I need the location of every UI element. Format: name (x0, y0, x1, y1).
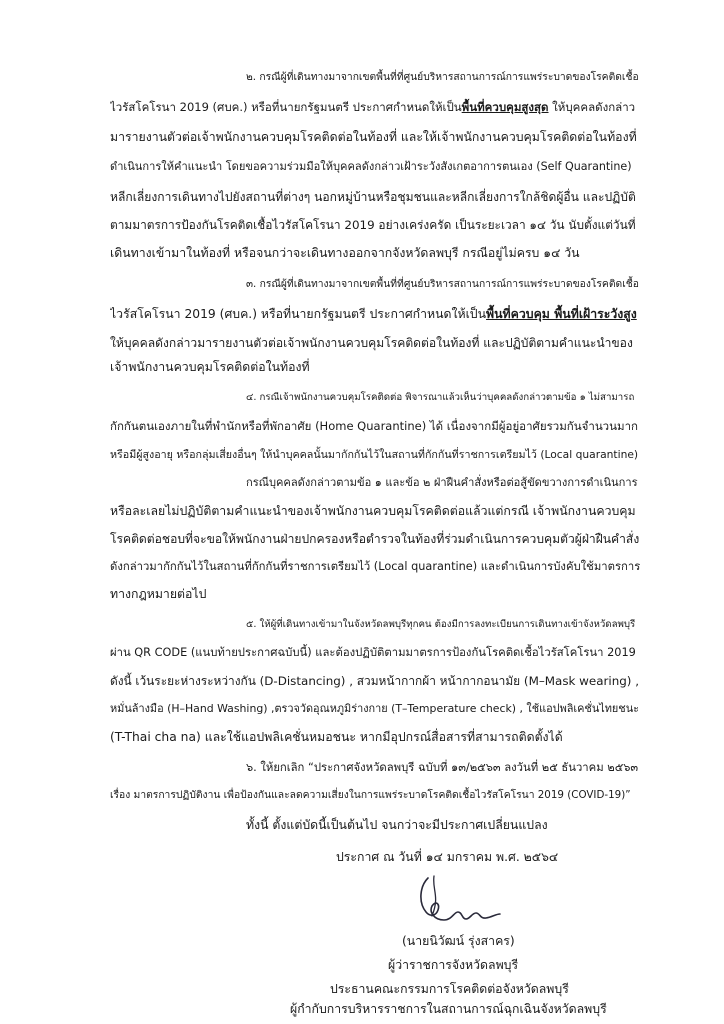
signatory-title-emergency: ผู้กำกับการบริหารราชการในสถานการณ์ฉุกเฉินจังหวัดลพบุรี (290, 1002, 607, 1016)
para3-line2-text: ไวรัสโคโรนา 2019 (ศบค.) หรือที่นายกรัฐมนตรี ประกาศกำหนดให้เป็น (110, 307, 487, 321)
para2-line1: ๒. กรณีผู้ที่เดินทางมาจากเขตพื้นที่ที่ศูนย์บริหารสถานการณ์การแพร่ระบาดของโรคติดเชื้อ (246, 71, 639, 83)
para3-line2 (110, 302, 640, 326)
para4-line5: หรือละเลยไม่ปฏิบัติตามคำแนะนำของเจ้าพนักงานควบคุมโรคติดต่อแล้วแต่กรณี เจ้าพนักงานควบคุม (110, 504, 636, 518)
para2-line2 (110, 95, 640, 119)
closing-statement: ทั้งนี้ ตั้งแต่บัดนี้เป็นต้นไป จนกว่าจะมีประกาศเปลี่ยนแปลง (246, 818, 548, 832)
para5-line1: ๕. ให้ผู้ที่เดินทางเข้ามาในจังหวัดลพบุรีทุกคน ต้องมีการลงทะเบียนการเดินทางเข้าจังหวัดลพบุรี (246, 619, 636, 630)
para5-line4: หมั่นล้างมือ (H–Hand Washing) ,ตรวจวัดอุณหภูมิร่างกาย (T–Temperature check) , ใช้แอปพลิเคชั่นไทยชนะ (110, 702, 639, 715)
para2-line2-tail: ให้บุคคลดังกล่าว (548, 100, 636, 114)
control-zone-emphasis: พื้นที่ควบคุม พื้นที่เฝ้าระวังสูง (486, 307, 637, 321)
para5-line2: ผ่าน QR CODE (แนบท้ายประกาศฉบับนี้) และต้องปฏิบัติตามมาตรการป้องกันโรคติดเชื้อไวรัสโคโรนา 2019 (110, 646, 636, 659)
para5-line5: (T-Thai cha na) และใช้แอปพลิเคชั่นหมอชนะ หากมีอุปกรณ์สื่อสารที่สามารถติดตั้งได้ (110, 730, 563, 744)
para4-line2: กักกันตนเองภายในที่พำนักหรือที่พักอาศัย (Home Quarantine) ได้ เนื่องจากมีผู้อยู่อาศัยรวมกันจำนวนมาก (110, 419, 639, 433)
signatory-title-governor: ผู้ว่าราชการจังหวัดลพบุรี (388, 958, 519, 972)
para4-line7: ดังกล่าวมากักกันไว้ในสถานที่กักกันที่ราชการเตรียมไว้ (Local quarantine) และดำเนินการบังคับใช้มาตรการ (110, 560, 640, 573)
para2-line5: หลีกเลี่ยงการเดินทางไปยังสถานที่ต่างๆ นอกหมู่บ้านหรือชุมชนและหลีกเลี่ยงการใกล้ชิดผู้อื่น และปฏิบัติ (110, 190, 636, 204)
para4-line8: ทางกฎหมายต่อไป (110, 587, 207, 601)
para4-line3: หรือมีผู้สูงอายุ หรือกลุ่มเสี่ยงอื่นๆ ให้นำบุคคลนั้นมากักกันไว้ในสถานที่กักกันที่ราชการเตรียมไว้ (Local quarantine) (110, 448, 639, 461)
para2-line2-text: ไวรัสโคโรนา 2019 (ศบค.) หรือที่นายกรัฐมนตรี ประกาศกำหนดให้เป็น (110, 100, 462, 114)
para3-line1: ๓. กรณีผู้ที่เดินทางมาจากเขตพื้นที่ที่ศูนย์บริหารสถานการณ์การแพร่ระบาดของโรคติดเชื้อ (246, 278, 639, 290)
handwritten-signature (396, 872, 508, 932)
para6-line2: เรื่อง มาตรการปฏิบัติงาน เพื่อป้องกันและลดความเสี่ยงในการแพร่ระบาดโรคติดเชื้อไวรัสโคโรนา 2019 (COVID-19)” (110, 789, 631, 801)
highest-control-zone-emphasis: พื้นที่ควบคุมสูงสุด (461, 100, 549, 114)
para2-line3: มารายงานตัวต่อเจ้าพนักงานควบคุมโรคติดต่อในท้องที่ และให้เจ้าพนักงานควบคุมโรคติดต่อในท้องที่ (110, 130, 637, 144)
signatory-name: (นายนิวัฒน์ รุ่งสาคร) (402, 934, 515, 948)
announced-date: ประกาศ ณ วันที่ ๑๔ มกราคม พ.ศ. ๒๕๖๔ (336, 850, 559, 864)
para5-line3: ดังนี้ เว้นระยะห่างระหว่างกัน (D-Distancing) , สวมหน้ากากผ้า หน้ากากอนามัย (M–Mask wearing) , (110, 674, 639, 688)
para4-line6: โรคติดต่อชอบที่จะขอให้พนักงานฝ่ายปกครองหรือตำรวจในท้องที่ร่วมดำเนินการควบคุมตัวผู้ฝ่าฝืนคำสั่ง (110, 532, 640, 546)
para2-line4: ดำเนินการให้คำแนะนำ โดยขอความร่วมมือให้บุคคลดังกล่าวเฝ้าระวังสังเกตอาการตนเอง (Self Quarantine) (110, 160, 632, 173)
para6-line1: ๖. ให้ยกเลิก “ประกาศจังหวัดลพบุรี ฉบับที่ ๑๓/๒๕๖๓ ลงวันที่ ๒๕ ธันวาคม ๒๕๖๓ (246, 761, 639, 774)
para3-line3: ให้บุคคลดังกล่าวมารายงานตัวต่อเจ้าพนักงานควบคุมโรคติดต่อในท้องที่ และปฏิบัติตามคำแนะนำของ (110, 336, 633, 350)
signatory-title-committee: ประธานคณะกรรมการโรคติดต่อจังหวัดลพบุรี (330, 982, 569, 996)
para4-line1: ๔. กรณีเจ้าพนักงานควบคุมโรคติดต่อ พิจารณาแล้วเห็นว่าบุคคลดังกล่าวตามข้อ ๑ ไม่สามารถ (246, 392, 635, 403)
para2-line7: เดินทางเข้ามาในท้องที่ หรือจนกว่าจะเดินทางออกจากจังหวัดลพบุรี กรณีอยู่ไม่ครบ ๑๔ วัน (110, 246, 580, 260)
para4-line4: กรณีบุคคลดังกล่าวตามข้อ ๑ และข้อ ๒ ฝ่าฝืนคำสั่งหรือต่อสู้ขัดขวางการดำเนินการ (246, 476, 638, 489)
para2-line6: ตามมาตรการป้องกันโรคติดเชื้อไวรัสโคโรนา 2019 อย่างเคร่งครัด เป็นระยะเวลา ๑๔ วัน นับตั้งแต่วันที่ (110, 218, 636, 232)
para3-line4: เจ้าพนักงานควบคุมโรคติดต่อในท้องที่ (110, 360, 310, 374)
